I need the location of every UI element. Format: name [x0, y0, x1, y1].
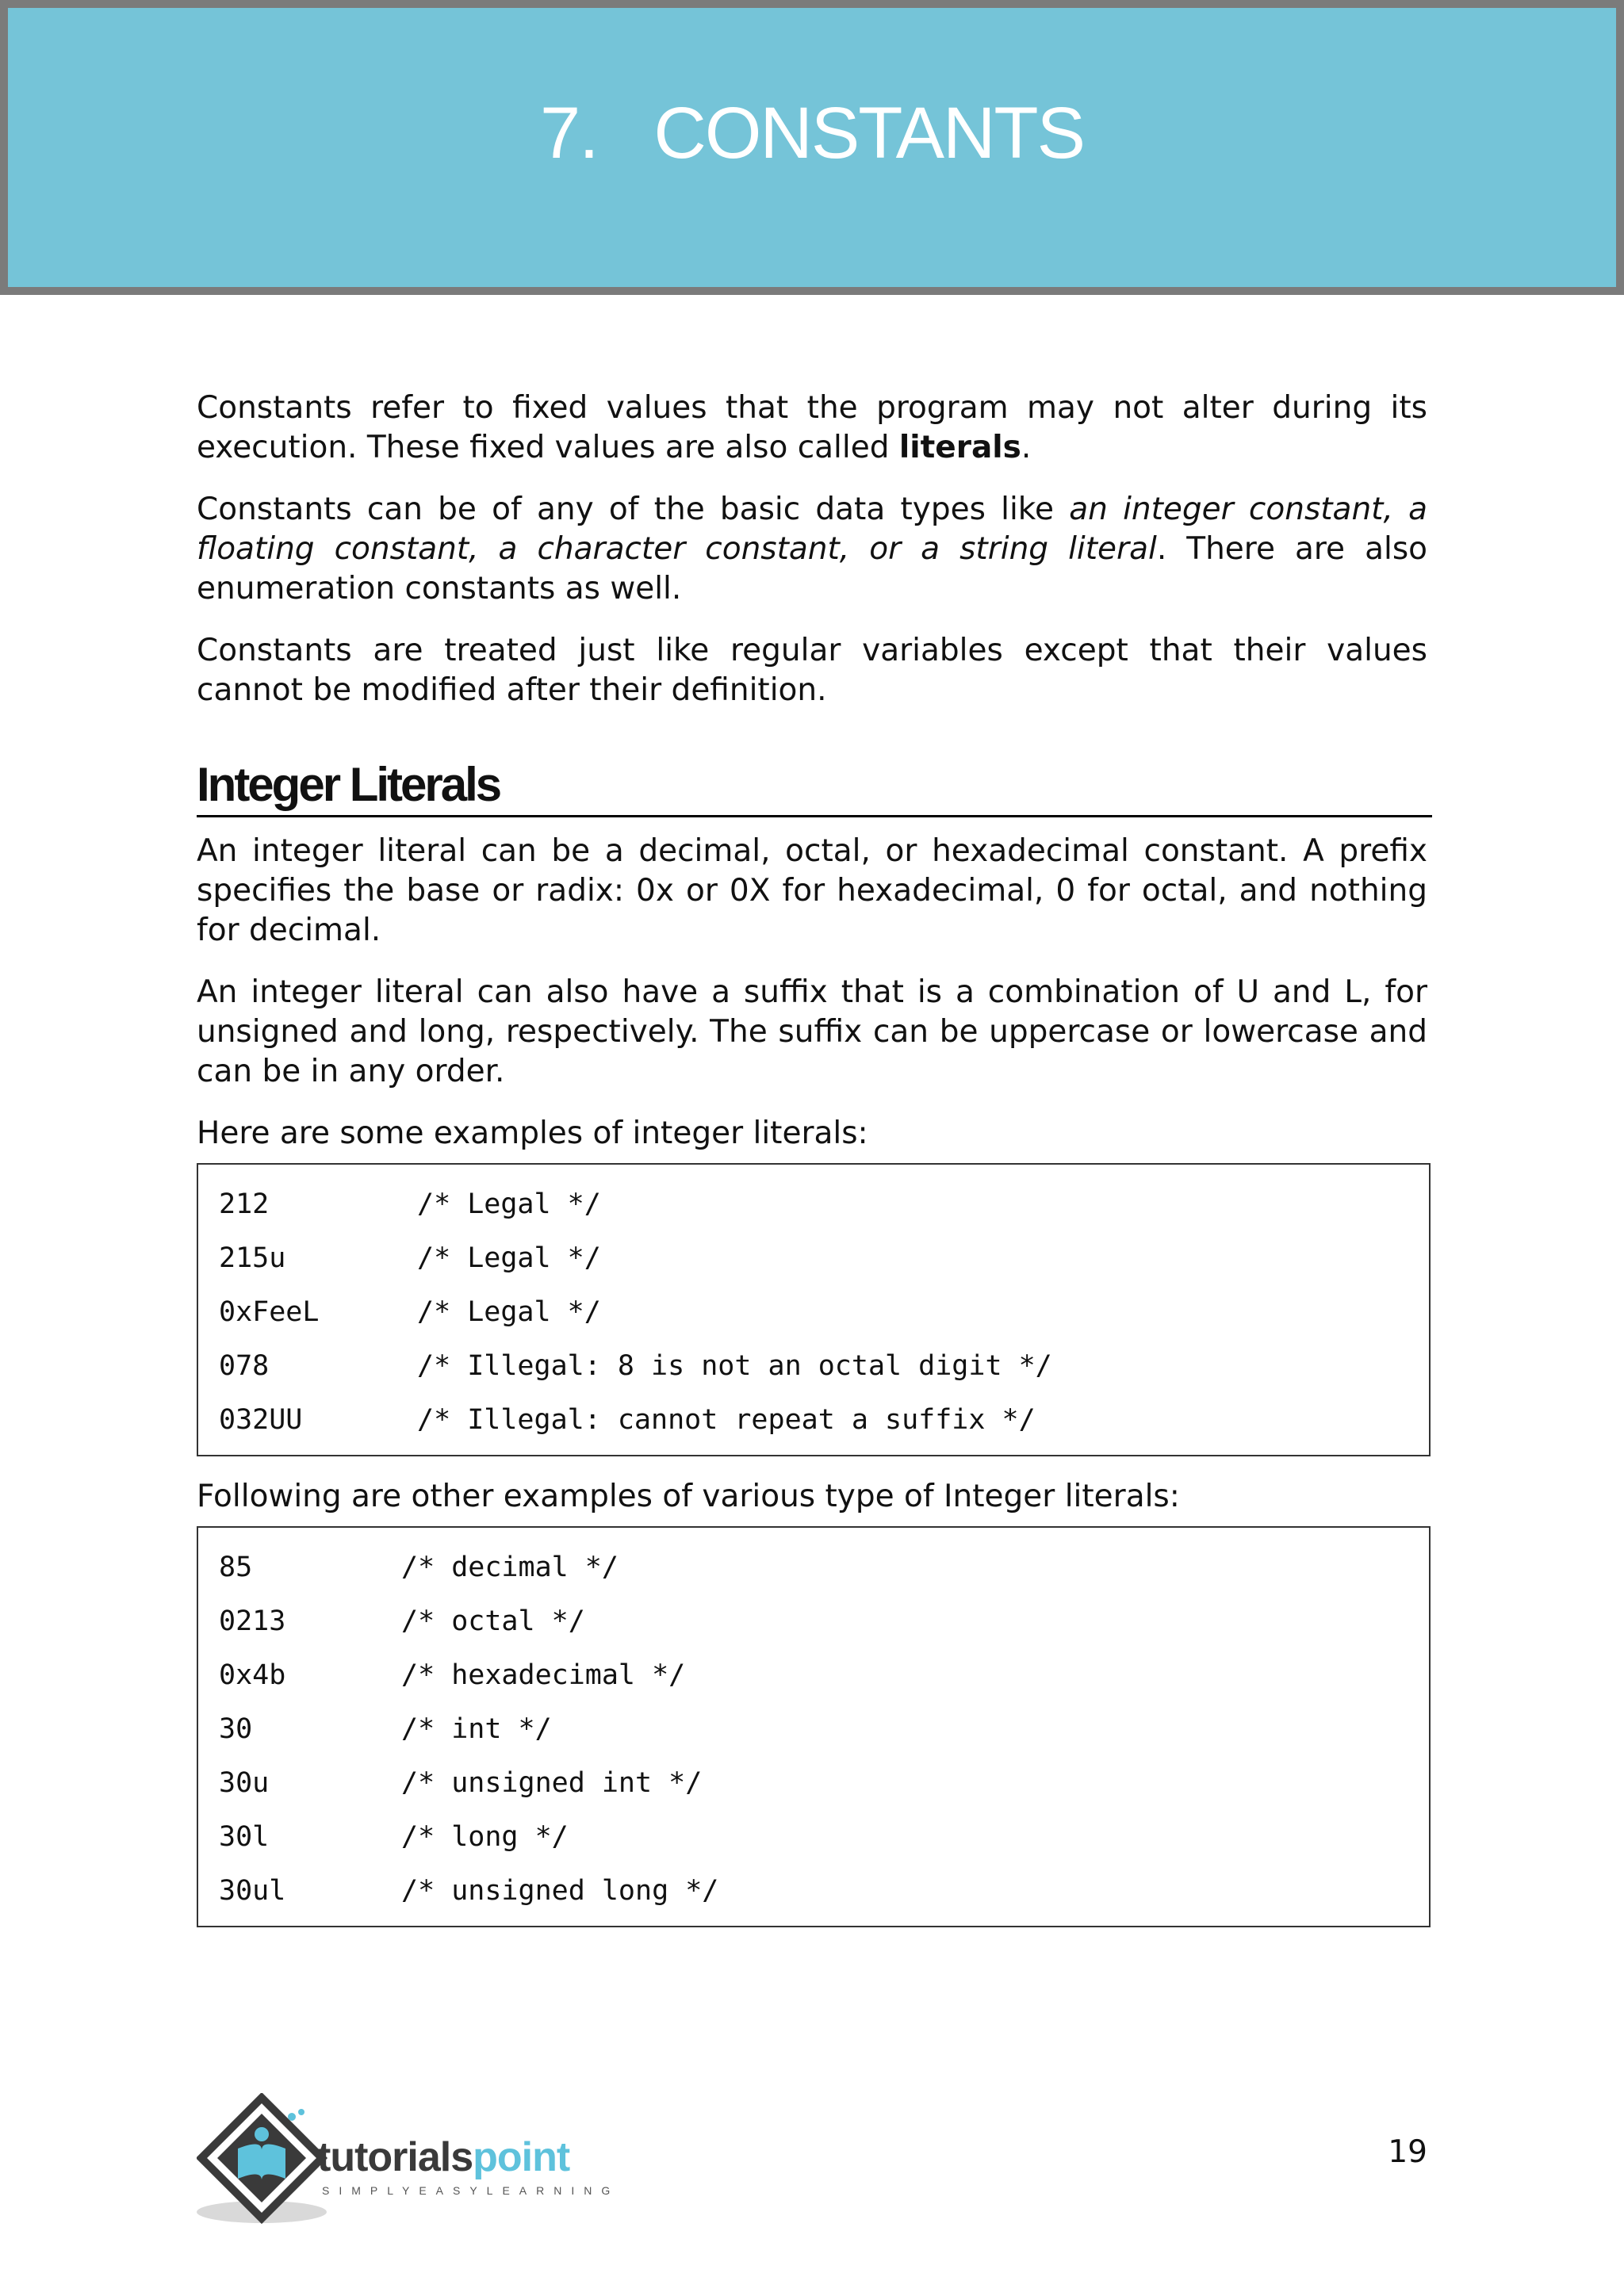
code-line: [219, 1393, 1429, 1447]
intro-paragraph-1: [197, 388, 1427, 468]
chapter-banner: [0, 0, 1624, 295]
section-paragraph-3: Here are some examples of integer literals:: [197, 1115, 868, 1151]
code-comment: /* long */: [401, 1821, 569, 1853]
code-line: [219, 1285, 1429, 1339]
logo-tagline: SIMPLYEASYLEARNING: [322, 2184, 620, 2197]
code-value: 30ul: [219, 1875, 286, 1907]
code-comment: /* Illegal: 8 is not an octal digit */: [417, 1350, 1052, 1382]
code-value: 215u: [219, 1242, 286, 1274]
code-comment: /* unsigned long */: [401, 1875, 719, 1907]
code-comment: /* octal */: [401, 1605, 585, 1637]
code-value: 30: [219, 1713, 253, 1745]
chapter-title: 7. CONSTANTS: [540, 93, 1084, 174]
code-line: [219, 1339, 1429, 1393]
logo-dot-icon: [288, 2113, 296, 2121]
intro-paragraph-3: Constants are treated just like regular variables except that their values cannot be modified after their definition.: [197, 633, 1427, 708]
code-value: 30l: [219, 1821, 270, 1853]
section-paragraph-4: Following are other examples of various type of Integer literals:: [197, 1479, 1180, 1514]
section-paragraph-1: An integer literal can be a decimal, octal, or hexadecimal constant. A prefix specifies the base or radix: 0x or 0X for hexadecimal, 0 for octal, and nothing for decimal.: [197, 833, 1427, 948]
code-comment: /* decimal */: [401, 1552, 619, 1583]
code-value: 032UU: [219, 1404, 303, 1436]
logo-brand-part2: point: [473, 2134, 570, 2180]
code-comment: /* hexadecimal */: [401, 1659, 686, 1691]
section-heading: Integer Literals: [197, 756, 1432, 817]
page-number: 19: [1388, 2134, 1427, 2170]
logo-wordmark: [317, 2134, 570, 2180]
code-line: [219, 1702, 1429, 1756]
section-body: [197, 832, 1427, 1927]
code-block-legal-examples: [197, 1163, 1431, 1456]
code-line: [219, 1864, 1429, 1918]
intro-p1-end: .: [1021, 430, 1032, 465]
code-comment: /* Legal */: [417, 1296, 601, 1328]
code-comment: /* Illegal: cannot repeat a suffix */: [417, 1404, 1036, 1436]
code-line: [219, 1231, 1429, 1285]
code-value: 078: [219, 1350, 270, 1382]
intro-paragraph-2: [197, 490, 1427, 609]
code-value: 85: [219, 1552, 253, 1583]
code-line: [219, 1648, 1429, 1702]
code-value: 0x4b: [219, 1659, 286, 1691]
logo-brand-part1: tutorials: [317, 2134, 473, 2180]
intro-p2-italic: an integer constant, a floating constant, a character constant, or a string literal: [197, 492, 1427, 567]
code-line: [219, 1810, 1429, 1864]
code-comment: /* Legal */: [417, 1242, 601, 1274]
page-content: [197, 388, 1427, 1948]
code-block-type-examples: [197, 1526, 1431, 1927]
code-comment: /* unsigned int */: [401, 1767, 703, 1799]
code-value: 0213: [219, 1605, 286, 1637]
code-value: 212: [219, 1188, 270, 1220]
code-comment: /* int */: [401, 1713, 552, 1745]
code-comment: /* Legal */: [417, 1188, 601, 1220]
intro-p1-text: Constants refer to fixed values that the program may not alter during its execution. These fixed values are also called: [197, 390, 1427, 465]
code-line: [219, 1756, 1429, 1810]
intro-p2-end: . There are also enumeration constants as well.: [197, 531, 1427, 607]
intro-p2-text: Constants can be of any of the basic data types like: [197, 492, 1070, 527]
code-value: 30u: [219, 1767, 270, 1799]
code-line: [219, 1594, 1429, 1648]
section-paragraph-2: An integer literal can also have a suffix that is a combination of U and L, for unsigned and long, respectively. The suffix can be uppercase or lowercase and can be in any order.: [197, 974, 1427, 1089]
code-line: [219, 1177, 1429, 1231]
code-line: [219, 1540, 1429, 1594]
logo-head-icon: [255, 2127, 269, 2141]
code-value: 0xFeeL: [219, 1296, 320, 1328]
tutorialspoint-logo[interactable]: [197, 2093, 641, 2228]
logo-dot-icon: [298, 2109, 304, 2115]
intro-p1-bold: literals: [898, 430, 1021, 465]
